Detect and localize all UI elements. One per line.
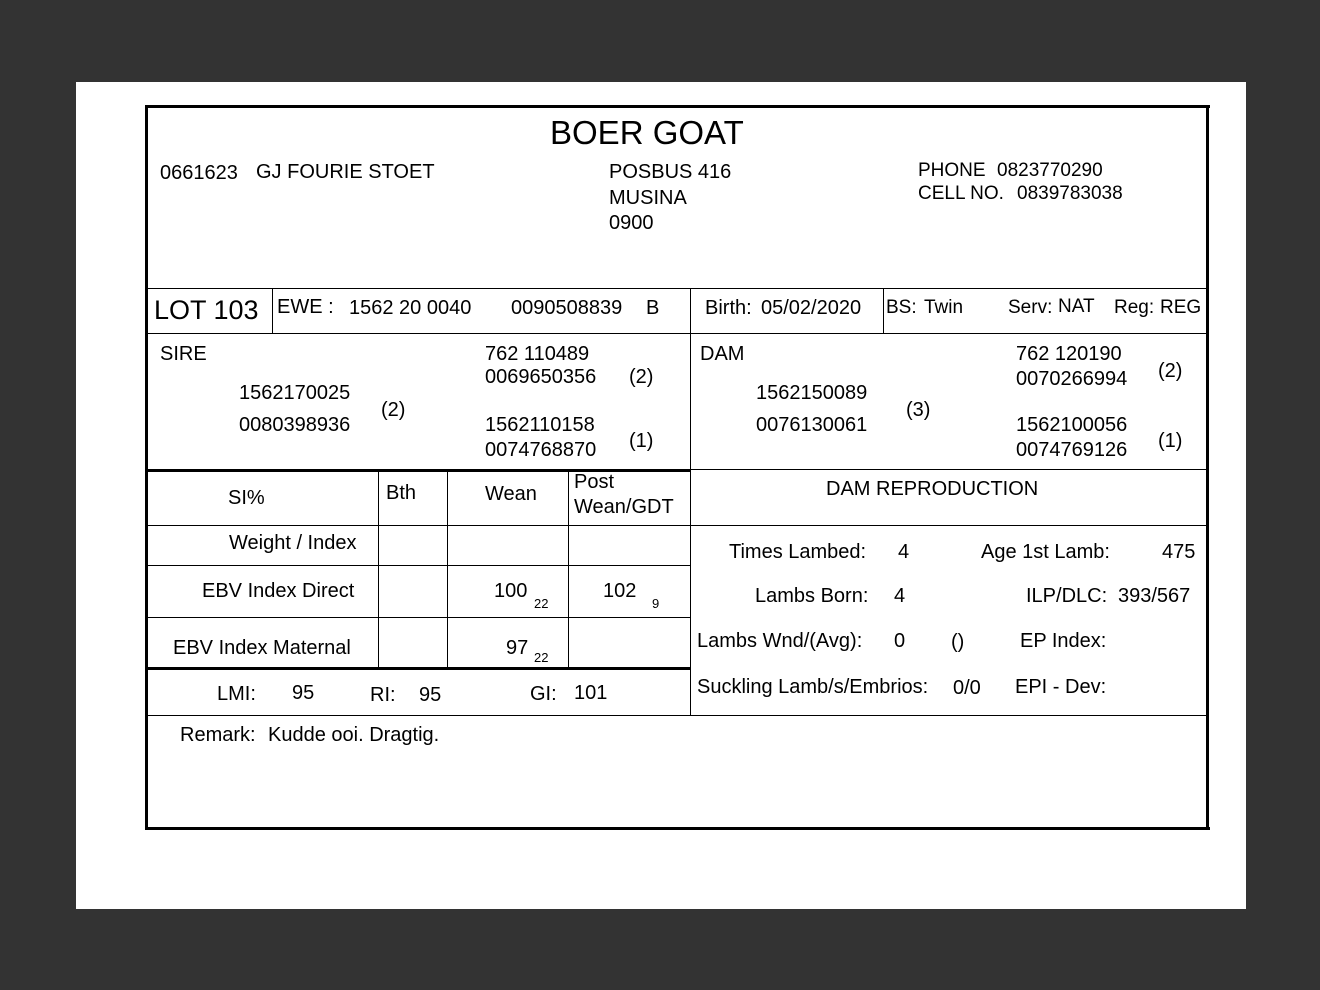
rule-perf-table-bottom	[148, 667, 691, 670]
sire-number: 0080398936	[239, 414, 351, 436]
lambs-weaned-label: Lambs Wnd/(Avg):	[697, 630, 863, 652]
reg-value: REG	[1160, 297, 1202, 318]
lambs-weaned-value: 0	[894, 630, 906, 652]
ri-value: 95	[419, 684, 442, 706]
dam-dam-number: 0074769126	[1016, 439, 1128, 461]
dam-dam-id: 1562100056	[1016, 414, 1128, 436]
gi-label: GI:	[530, 683, 557, 705]
rule-birth-right	[883, 288, 884, 333]
rule-perf-header-bottom	[148, 525, 691, 526]
row-label-ebv-direct: EBV Index Direct	[202, 580, 355, 602]
lmi-value: 95	[292, 682, 315, 704]
rule-perf-row2-bottom	[148, 617, 691, 618]
ilp-dlc-value: 393/567	[1118, 585, 1191, 607]
sire-sire-count: (2)	[629, 366, 654, 388]
sire-dam-count: (1)	[629, 430, 654, 452]
reg-label: Reg:	[1114, 297, 1155, 318]
dam-id: 1562150089	[756, 382, 868, 404]
rule-repro-header-bottom	[691, 525, 1206, 526]
sire-sire-id: 762 110489	[485, 343, 590, 365]
col-header-post: Post	[574, 471, 615, 493]
rule-center-divider	[690, 288, 691, 715]
dam-sire-number: 0070266994	[1016, 368, 1128, 390]
page-title: BOER GOAT	[550, 114, 744, 151]
serv-value: NAT	[1058, 296, 1095, 317]
age-first-lamb-label: Age 1st Lamb:	[981, 541, 1110, 563]
si-percent-label: SI%	[228, 487, 265, 509]
cell-label: CELL NO.	[918, 183, 1004, 204]
rule-perf-row1-bottom	[148, 565, 691, 566]
rule-perf-col1	[378, 470, 379, 668]
sire-dam-number: 0074768870	[485, 439, 597, 461]
dam-label: DAM	[700, 343, 745, 365]
dam-sire-id: 762 120190	[1016, 343, 1122, 365]
rule-perf-col2	[447, 470, 448, 668]
birth-label: Birth:	[705, 297, 752, 319]
col-header-bth: Bth	[386, 482, 417, 504]
cell-direct-post: 102	[603, 580, 637, 602]
lambs-born-value: 4	[894, 585, 906, 607]
ewe-label: EWE :	[277, 296, 334, 318]
ilp-dlc-label: ILP/DLC:	[1026, 585, 1108, 607]
frame-left	[145, 105, 148, 830]
address-line-3: 0900	[609, 212, 654, 234]
rule-perf-col3	[568, 470, 569, 668]
address-line-2: MUSINA	[609, 187, 687, 209]
lambs-weaned-avg: ()	[951, 631, 965, 653]
rule-indexes-bottom	[148, 715, 1206, 716]
ri-label: RI:	[370, 684, 396, 706]
ewe-number: 0090508839	[511, 297, 623, 319]
dam-number: 0076130061	[756, 414, 868, 436]
dam-sire-count: (2)	[1158, 360, 1183, 382]
sire-sire-number: 0069650356	[485, 366, 597, 388]
suckling-value: 0/0	[953, 677, 981, 699]
phone-label: PHONE	[918, 160, 986, 181]
rule-lot-bottom	[148, 333, 1206, 334]
address-line-1: POSBUS 416	[609, 161, 732, 183]
lambs-born-label: Lambs Born:	[755, 585, 869, 607]
row-label-ebv-maternal: EBV Index Maternal	[173, 637, 351, 659]
reproduction-heading: DAM REPRODUCTION	[826, 478, 1039, 500]
lot-number: LOT 103	[154, 295, 259, 325]
cell-direct-wean: 100	[494, 580, 528, 602]
col-header-wean: Wean	[485, 483, 537, 505]
suckling-label: Suckling Lamb/s/Embrios:	[697, 676, 929, 698]
remark-label: Remark:	[180, 724, 256, 746]
breeder-name: GJ FOURIE STOET	[256, 161, 435, 183]
birth-date: 05/02/2020	[761, 297, 862, 319]
frame-right	[1206, 105, 1209, 830]
cell-number: 0839783038	[1017, 183, 1123, 204]
sire-id: 1562170025	[239, 382, 351, 404]
breeder-code: 0661623	[160, 162, 238, 184]
epi-dev-label: EPI - Dev:	[1015, 676, 1107, 698]
rule-pedigree-right-bottom	[691, 469, 1206, 470]
dam-count: (3)	[906, 399, 931, 421]
row-label-weight-index: Weight / Index	[229, 532, 357, 554]
bs-value: Twin	[924, 297, 964, 318]
phone-number: 0823770290	[997, 160, 1103, 181]
sire-count: (2)	[381, 399, 406, 421]
lmi-label: LMI:	[217, 683, 256, 705]
frame-top	[145, 105, 1210, 108]
times-lambed-value: 4	[898, 541, 910, 563]
ewe-id: 1562 20 0040	[349, 297, 472, 319]
dam-dam-count: (1)	[1158, 430, 1183, 452]
age-first-lamb-value: 475	[1162, 541, 1196, 563]
ep-index-label: EP Index:	[1020, 630, 1107, 652]
gi-value: 101	[574, 682, 608, 704]
sire-dam-id: 1562110158	[485, 414, 595, 436]
ewe-grade: B	[646, 297, 660, 319]
col-header-post-wean-gdt: Wean/GDT	[574, 496, 674, 518]
cell-maternal-wean: 97	[506, 637, 529, 659]
cell-maternal-wean-accuracy: 22	[534, 650, 549, 665]
cell-direct-wean-accuracy: 22	[534, 596, 549, 611]
rule-lot-right	[272, 288, 273, 333]
serv-label: Serv:	[1008, 297, 1053, 318]
frame-bottom	[145, 827, 1210, 830]
remark-text: Kudde ooi. Dragtig.	[268, 724, 440, 746]
times-lambed-label: Times Lambed:	[729, 541, 867, 563]
sire-label: SIRE	[160, 343, 207, 365]
cell-direct-post-accuracy: 9	[652, 596, 660, 611]
bs-label: BS:	[886, 297, 917, 318]
rule-header-bottom	[148, 288, 1206, 289]
